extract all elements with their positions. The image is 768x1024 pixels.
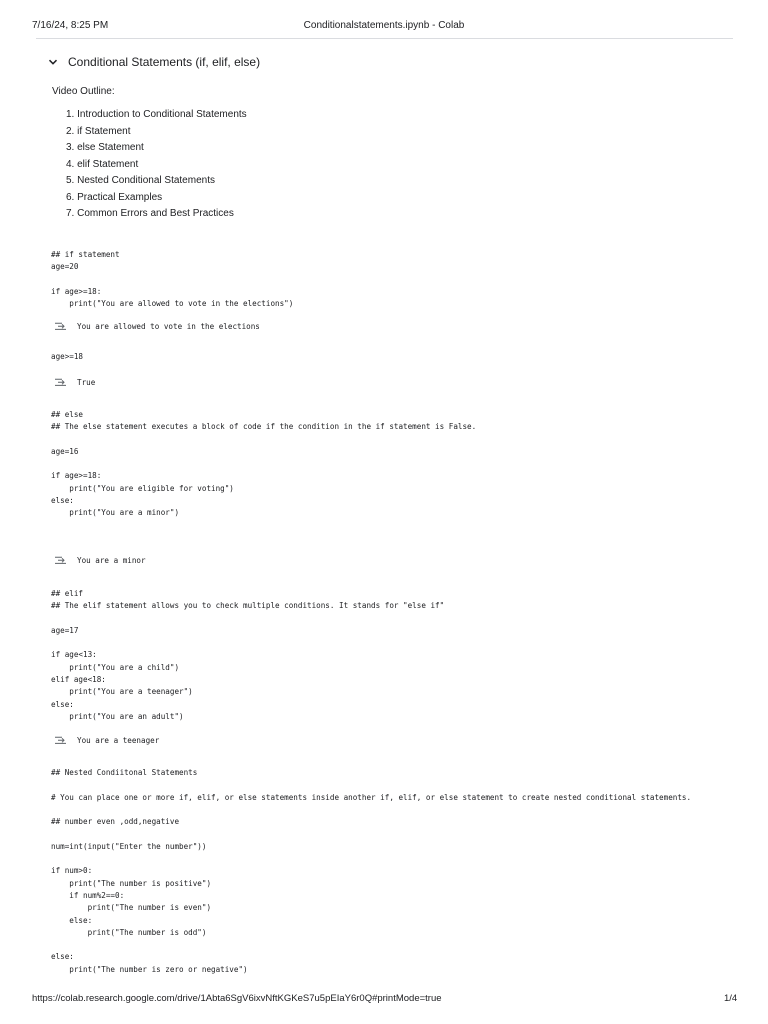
print-header-date: 7/16/24, 8:25 PM <box>32 20 109 31</box>
outline-item: 2. if Statement <box>66 125 131 137</box>
output-arrow-icon[interactable] <box>54 321 67 331</box>
outline-item: 6. Practical Examples <box>66 191 163 203</box>
cell-output <box>54 735 159 745</box>
section-header[interactable] <box>48 55 260 69</box>
code-cell-else-statement[interactable]: ## else ## The else statement executes a block of code if the condition in the if statement is False. age=16 if age>=18: print("You are eligible for voting") else: print("You are a minor") <box>51 410 477 518</box>
output-text: You are allowed to vote in the elections <box>77 321 260 331</box>
outline-item: 7. Common Errors and Best Practices <box>66 208 234 219</box>
header-divider <box>36 38 733 39</box>
output-arrow-icon[interactable] <box>54 555 67 565</box>
section-title: Conditional Statements (if, elif, else) <box>68 55 261 69</box>
code-cell-elif-statement[interactable]: ## elif ## The elif statement allows you to check multiple conditions. It stands for "else if" age=17 if age<13: print("You are a child") elif age<18: print("You are a teenager") else: print("You are an adult") <box>51 589 445 721</box>
cell-output <box>54 321 260 331</box>
outline-item: 4. elif Statement <box>66 158 139 170</box>
print-footer-url: https://colab.research.google.com/drive/1Abta6SgV6ixvNftKGKeS7u5pEIaY6r0Q#printMode=true <box>32 993 442 1004</box>
code-cell-nested-conditionals[interactable]: ## Nested Condiitonal Statements # You can place one or more if, elif, or else statements inside another if, elif, or else statement to create nested conditional statements. ## number even ,odd,negative num=int(input("Enter the number")) if num>0: print("The number is positive") if num%2==0: print("The number is even") else: print("The number is odd") else: print("The number is zero or negative") <box>51 768 692 974</box>
print-footer-page: 1/4 <box>724 993 738 1004</box>
outline-list <box>66 107 247 223</box>
outline-item: 5. Nested Conditional Statements <box>66 175 215 186</box>
print-header-title: Conditionalstatements.ipynb - Colab <box>303 20 465 31</box>
code-cell-comparison[interactable]: age>=18 <box>51 352 84 361</box>
output-arrow-icon[interactable] <box>54 735 67 745</box>
output-text: True <box>77 377 96 387</box>
cell-output <box>54 377 95 387</box>
output-text: You are a minor <box>77 555 146 565</box>
outline-item: 1. Introduction to Conditional Statements <box>66 109 247 120</box>
outline-title: Video Outline: <box>52 86 115 97</box>
chevron-down-icon[interactable] <box>48 57 58 67</box>
output-text: You are a teenager <box>77 735 160 745</box>
cell-output <box>54 555 146 565</box>
outline-item: 3. else Statement <box>66 142 144 153</box>
output-arrow-icon[interactable] <box>54 377 67 387</box>
code-cell-if-statement[interactable]: ## if statement age=20 if age>=18: print("You are allowed to vote in the elections") <box>51 250 294 309</box>
